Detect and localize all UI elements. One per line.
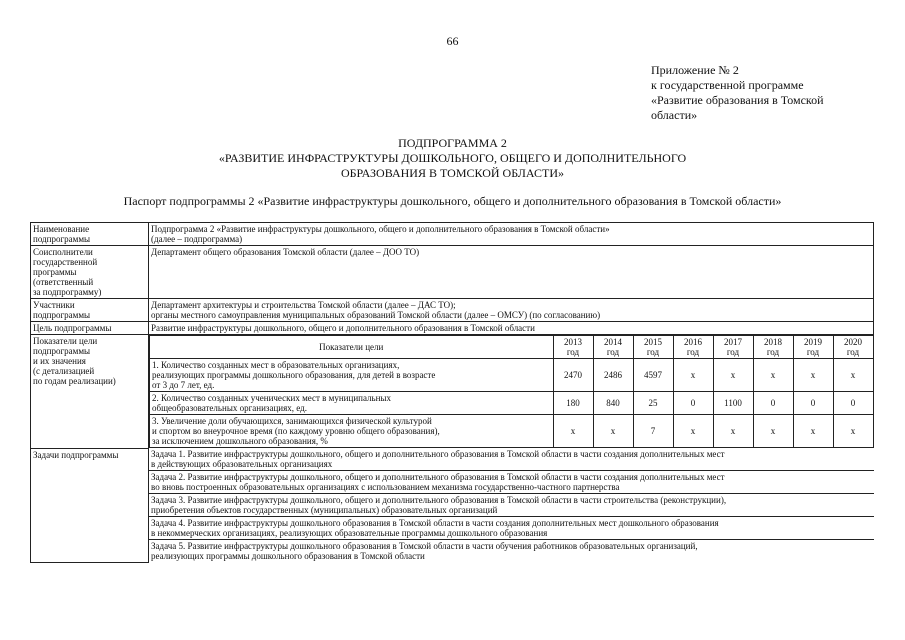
year-header: 2015 год: [633, 336, 673, 359]
task-item-1: Задача 1. Развитие инфраструктуры дошкольного, общего и дополнительного образования в Томской области в части создания дополнительных мест в действующих образовательных организациях: [149, 448, 874, 471]
row-label: Соисполнители государственной программы (ответственный за подпрограмму): [31, 246, 149, 299]
passport-table: [30, 222, 874, 563]
row-name: [31, 223, 874, 246]
indicator-name: 3. Увеличение доли обучающихся, занимающихся физической культурой и спортом во внеурочное время (по каждому уровню общего образования), за исключением дошкольного образования, %: [150, 415, 554, 448]
heading-line-3: ОБРАЗОВАНИЯ В ТОМСКОЙ ОБЛАСТИ»: [340, 166, 564, 180]
indicator-value: х: [833, 359, 873, 392]
indicator-value: х: [673, 415, 713, 448]
row-coexecutor: [31, 246, 874, 299]
task-item-4: Задача 4. Развитие инфраструктуры дошкольного образования в Томской области в части создания дополнительных мест дошкольного образования в некоммерческих организациях, реализующих образовательные программы дошкольного образования: [149, 517, 874, 540]
indicator-row-2: [150, 392, 874, 415]
indicator-value: х: [753, 415, 793, 448]
indicator-name: 2. Количество созданных ученических мест в муниципальных общеобразовательных организациях, ед.: [150, 392, 554, 415]
row-participants: [31, 299, 874, 322]
year-header: 2013 год: [553, 336, 593, 359]
subprogram-heading: [0, 136, 905, 181]
year-header: 2014 год: [593, 336, 633, 359]
indicator-value: 4597: [633, 359, 673, 392]
indicator-row-3: [150, 415, 874, 448]
indicator-value: х: [553, 415, 593, 448]
indicators-header-row: [150, 336, 874, 359]
indicator-value: х: [753, 359, 793, 392]
indicator-value: х: [793, 415, 833, 448]
row-label: Участники подпрограммы: [31, 299, 149, 322]
row-goal: [31, 322, 874, 335]
year-header: 2019 год: [793, 336, 833, 359]
appendix-note: [651, 63, 881, 123]
heading-line-2: «РАЗВИТИЕ ИНФРАСТРУКТУРЫ ДОШКОЛЬНОГО, ОБЩЕГО И ДОПОЛНИТЕЛЬНОГО: [218, 151, 687, 165]
indicator-value: 7: [633, 415, 673, 448]
indicator-value: х: [593, 415, 633, 448]
appendix-line-1: Приложение № 2: [651, 63, 739, 77]
indicator-value: 0: [833, 392, 873, 415]
indicator-value: 25: [633, 392, 673, 415]
indicator-value: х: [793, 359, 833, 392]
indicators-header: Показатели цели: [150, 336, 554, 359]
task-item-2: Задача 2. Развитие инфраструктуры дошкольного, общего и дополнительного образования в Томской области в части создания дополнительных мест во вновь построенных образовательных организациях с использованием механизма государственно-частного партнерства: [149, 471, 874, 494]
task-item-5: Задача 5. Развитие инфраструктуры дошкольного образования в Томской области в части обучения работников образовательных организаций, реализующих программы дошкольного образования в Томской области: [151, 541, 698, 561]
task-item-3: Задача 3. Развитие инфраструктуры дошкольного, общего и дополнительного образования в Томской области в части строительства (реконструкции), приобретения объектов государственных (муниципальных) образовательных организаций: [149, 494, 874, 517]
passport-title: Паспорт подпрограммы 2 «Развитие инфраструктуры дошкольного, общего и дополнительного образования в Томской области»: [123, 194, 782, 208]
indicator-value: 2470: [553, 359, 593, 392]
indicator-name: 1. Количество созданных мест в образовательных организациях, реализующих программы дошкольного образования, для детей в возрасте от 3 до 7 лет, ед.: [150, 359, 554, 392]
indicator-value: х: [713, 415, 753, 448]
indicator-value: 1100: [713, 392, 753, 415]
row-tasks: [31, 448, 874, 562]
year-header: 2016 год: [673, 336, 713, 359]
indicator-row-1: [150, 359, 874, 392]
heading-line-1: ПОДПРОГРАММА 2: [398, 136, 507, 150]
tasks-cell: [149, 448, 874, 562]
indicator-value: 0: [673, 392, 713, 415]
row-value: Подпрограмма 2 «Развитие инфраструктуры дошкольного, общего и дополнительного образования в Томской области» (далее – подпрограмма): [149, 223, 874, 246]
indicator-value: 840: [593, 392, 633, 415]
row-label: Цель подпрограммы: [31, 322, 149, 335]
appendix-line-3: «Развитие образования в Томской: [651, 93, 824, 107]
appendix-line-2: к государственной программе: [651, 78, 804, 92]
indicator-value: х: [833, 415, 873, 448]
appendix-line-4: области»: [651, 108, 698, 122]
row-label: Наименование подпрограммы: [31, 223, 149, 246]
indicator-value: х: [673, 359, 713, 392]
indicator-value: 0: [793, 392, 833, 415]
indicators-cell: [149, 335, 874, 449]
row-value: Департамент общего образования Томской области (далее – ДОО ТО): [149, 246, 874, 299]
row-value: Департамент архитектуры и строительства Томской области (далее – ДАС ТО); органы местного самоуправления муниципальных образований Томской области (далее – ОМСУ) (по согласованию): [149, 299, 874, 322]
indicator-value: 180: [553, 392, 593, 415]
indicator-value: 2486: [593, 359, 633, 392]
row-label: Задачи подпрограммы: [31, 448, 149, 562]
page-number: 66: [446, 34, 459, 48]
row-indicators: [31, 335, 874, 449]
row-label: Показатели цели подпрограммы и их значения (с детализацией по годам реализации): [31, 335, 149, 449]
year-header: 2020 год: [833, 336, 873, 359]
year-header: 2018 год: [753, 336, 793, 359]
year-header: 2017 год: [713, 336, 753, 359]
row-value: Развитие инфраструктуры дошкольного, общего и дополнительного образования в Томской области: [149, 322, 874, 335]
indicator-value: х: [713, 359, 753, 392]
indicator-value: 0: [753, 392, 793, 415]
indicators-table: [149, 335, 874, 448]
